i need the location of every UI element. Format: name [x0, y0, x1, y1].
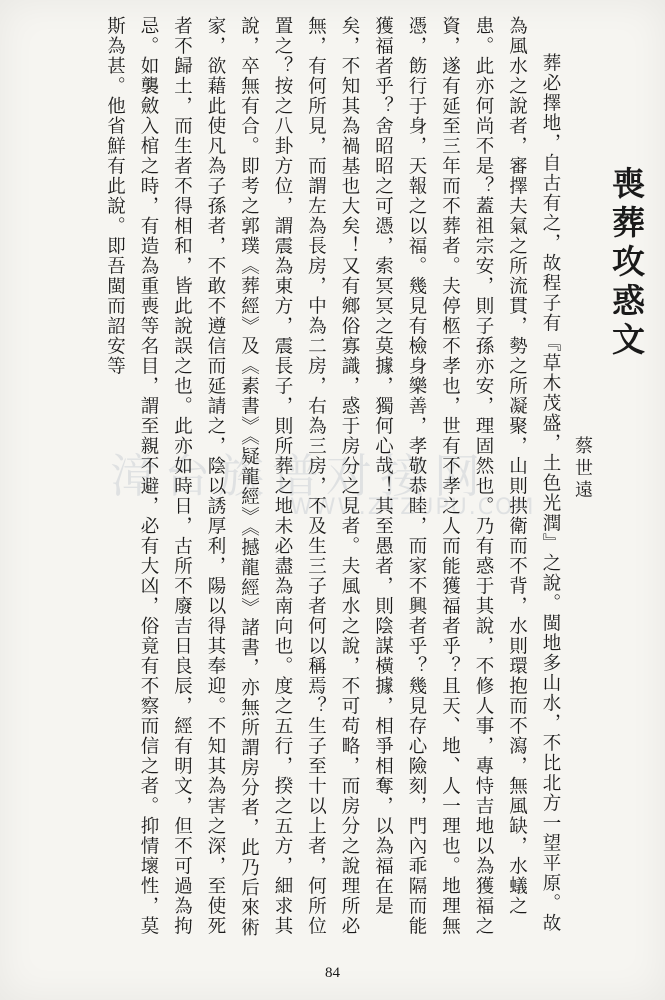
page-number: 84 [325, 965, 340, 981]
watermark-text: 漳台族谱对接网 [110, 449, 488, 503]
article-title: 喪葬攻惑文 [607, 166, 646, 361]
watermark-url: WWW.ZTZUPU.COM [290, 495, 536, 520]
vertical-text-body [10, 16, 655, 946]
article-author: 蔡世遠 [572, 436, 593, 502]
paragraph: 葬必擇地，自古有之，故程子有『草木茂盛，土色光潤』之說。閩地多山水，不比北方一望平原。故為風水之說者，審擇夫氣之所流貫，勢之所凝聚，山則拱衛而不背，水則環抱而不瀉，無風缺，水蟻之患。此亦何尚不是？蓋祖宗安，則子孫亦安，理固然也。乃有惑于其說，不修人事，專恃吉地以為獲福之資，遂有延至三年而不葬者。夫停柩不孝也，世有不孝之人而能獲福者乎？且天、地、人一理也。地理無憑，飭行于身，天報之以福。幾見有檢身樂善，孝敬恭睦，而家不興者乎？幾見存心險刻，門內乖隔而能獲福者乎？舍昭昭之可憑，索冥冥之莫據，獨何心哉！其至愚者，則陰謀橫據，相爭相奪，以為福在是矣，不知其為禍基也大矣！又有鄉俗寡識，惑于房分之見者。夫風水之說，不可苟略，而房分之說理所必無，有何所見，而謂左為長房，中為二房，右為三房，不及生三子者何以稱焉？生子至十以上者，何所位置之？按之八卦方位，謂震為東方，震長子，則所葬之地未必盡為南向也。度之五行，揆之五方，細求其說，卒無有合。即考之郭璞《葬經》及《素書》《疑龍經》《撼龍經》諸書，亦無所謂房分者，此乃后來術家，欲藉此使凡為子孫者，不敢不遵信而延請之，陰以誘厚利，陽以得其奉迎。不知其為害之深，至使死者不歸土，而生者不得相和，皆此說誤之也。此亦如時日，古所不廢吉日良辰，經有明文，但不可過為拘忌。如襲斂入棺之時，有造為重喪等名目，謂至親不避，必有大凶，俗竟有不察而信之者。抑情壞性，莫斯為甚。他省鮮有此說。即吾閩而詔安等 [104, 16, 561, 938]
